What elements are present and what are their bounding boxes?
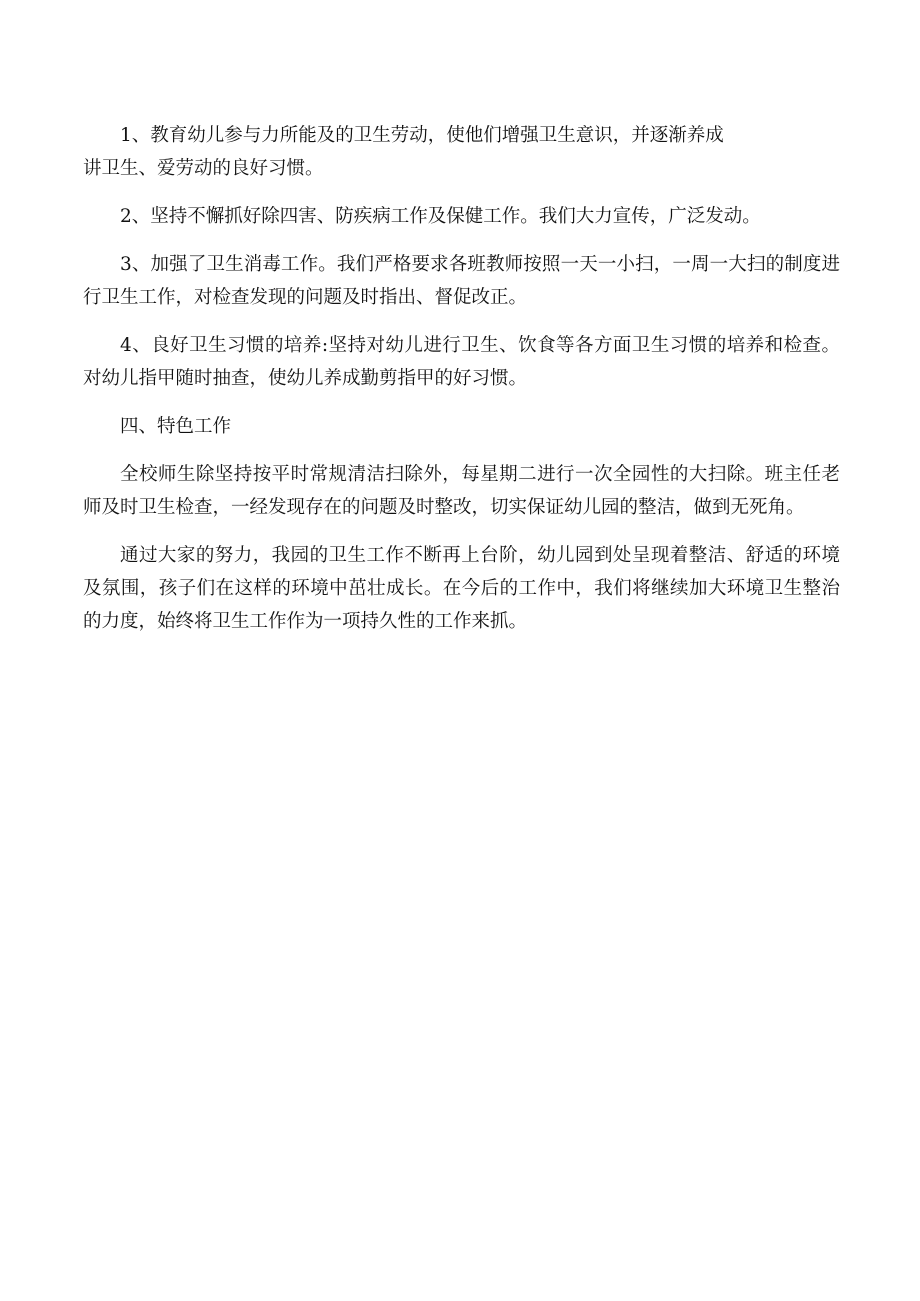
section-heading: 四、特色工作	[120, 416, 232, 437]
paragraph-conclusion: 通过大家的努力，我园的卫生工作不断再上台阶，幼儿园到处呈现着整洁、舒适的环境及氛围，孩子们在这样的环境中茁壮成长。在今后的工作中，我们将继续加大环境卫生整治的力度，始终将卫生工作作为一项持久性的工作来抓。	[83, 545, 840, 632]
paragraph-featured-work: 全校师生除坚持按平时常规清洁扫除外，每星期二进行一次全园性的大扫除。班主任老师及时卫生检查，一经发现存在的问题及时整改，切实保证幼儿园的整洁，做到无死角。	[83, 464, 840, 518]
paragraph-hygiene-labor	[83, 119, 840, 185]
paragraph-line: 1、教育幼儿参与力所能及的卫生劳动，使他们增强卫生意识，并逐渐养成	[120, 125, 724, 146]
paragraph-hygiene-habits: 4、良好卫生习惯的培养:坚持对幼儿进行卫生、饮食等各方面卫生习惯的培养和检查。对幼儿指甲随时抽查，使幼儿养成勤剪指甲的好习惯。	[83, 335, 840, 389]
paragraph-line: 讲卫生、爱劳动的良好习惯。	[83, 158, 324, 179]
paragraph-disease-prevention: 2、坚持不懈抓好除四害、防疾病工作及保健工作。我们大力宣传，广泛发动。	[120, 206, 761, 227]
document-body	[83, 119, 840, 653]
paragraph-disinfection: 3、加强了卫生消毒工作。我们严格要求各班教师按照一天一小扫，一周一大扫的制度进行卫生工作，对检查发现的问题及时指出、督促改正。	[83, 254, 840, 308]
